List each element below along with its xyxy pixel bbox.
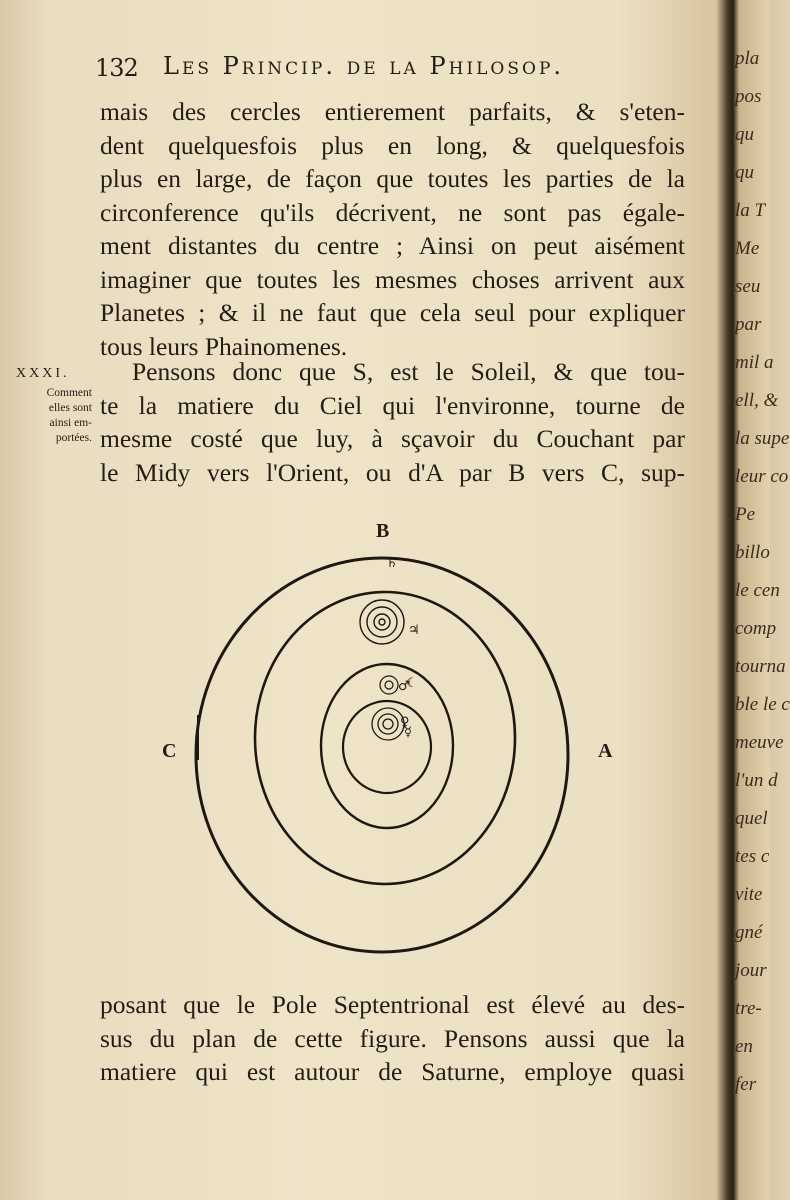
mercury-symbol: ☿ — [404, 725, 412, 740]
text-line: dent quelquesfois plus en long, & quelquesfois — [100, 130, 685, 160]
fragment: le cen — [735, 580, 780, 601]
text-line: mais des cercles entierement parfaits, & s'eten- — [100, 97, 685, 126]
text-line: ment distantes du centre ; Ainsi on peut aisément — [100, 231, 685, 260]
text-line: circonference qu'ils décrivent, ne sont pas égale- — [100, 197, 685, 227]
label-a: A — [598, 740, 613, 762]
saturn-symbol: ♄ — [386, 556, 398, 571]
fragment: comp — [735, 618, 777, 639]
jupiter-symbol: ♃ — [408, 623, 420, 638]
fragment: vite — [735, 884, 763, 905]
fragment: la supe — [735, 428, 790, 449]
fragment: billo — [735, 542, 770, 563]
inner-orbit — [343, 701, 431, 793]
fragment: pla — [735, 48, 760, 69]
marginal-note-line: portées. — [55, 432, 92, 444]
marginal-note-line: Comment — [46, 387, 92, 399]
label-c: C — [162, 740, 177, 762]
text-line: posant que le Pole Septentrional est élevé au des- — [100, 990, 685, 1019]
outer-orbit — [196, 558, 568, 952]
marginal-note — [6, 386, 92, 446]
fragment: fer — [735, 1074, 757, 1095]
inner-vortex — [380, 676, 398, 694]
fragment: l'un d — [735, 770, 778, 791]
text-line: sus du plan de cette figure. Pensons aussi que la — [100, 1023, 685, 1053]
fragment: ble le c — [735, 694, 790, 715]
venus-symbol: ♀ — [400, 715, 410, 730]
text-line: te la matiere du Ciel qui l'environne, tourne de — [100, 390, 685, 420]
fragment: jour — [735, 960, 767, 981]
fragment: pos — [735, 86, 762, 107]
fragment: qu — [735, 162, 754, 183]
text-line: Pensons donc que S, est le Soleil, & que tou- — [132, 357, 685, 386]
running-title: Les Princip. de la Philosop. — [163, 52, 565, 80]
text-block-top — [100, 95, 690, 363]
fragment: meuve — [735, 732, 784, 753]
fragment: ell, & — [735, 390, 779, 411]
page-number: 132 — [95, 54, 138, 82]
fragment: Me — [735, 238, 760, 259]
text-line: matiere qui est autour de Saturne, employe quasi — [100, 1057, 685, 1086]
fragment: en — [735, 1036, 753, 1057]
vortex-top — [360, 600, 404, 644]
mars-symbol: ♂ — [398, 679, 410, 694]
page-header — [95, 48, 655, 88]
text-line: Planetes ; & il ne faut que cela seul pour expliquer — [100, 298, 685, 327]
solar-system-diagram — [150, 510, 650, 960]
fragment: tre- — [735, 998, 762, 1019]
moon-symbol: ☾ — [406, 676, 418, 691]
fragment: leur co — [735, 466, 789, 487]
fragment: tes c — [735, 846, 770, 867]
fragment: quel — [735, 808, 768, 829]
fragment: tourna — [735, 656, 786, 677]
text-line: plus en large, de façon que toutes les parties de la — [100, 164, 685, 193]
fragment: gné — [735, 922, 763, 943]
fragment: par — [735, 314, 762, 335]
second-orbit — [255, 592, 515, 884]
text-block-bottom — [100, 988, 690, 1089]
fragment: seu — [735, 276, 761, 297]
section-number: XXXI. — [16, 366, 70, 381]
orbit-figure — [150, 510, 650, 960]
facing-page-edge — [735, 40, 790, 1200]
text-line: mesme costé que luy, à sçavoir du Couchant par — [100, 424, 685, 453]
label-b: B — [376, 520, 390, 542]
fragment: la T — [735, 200, 766, 221]
text-line: imaginer que toutes les mesmes choses arrivent aux — [100, 264, 685, 294]
text-block-middle — [100, 355, 690, 489]
fragment: qu — [735, 124, 754, 145]
marginal-note-line: elles sont — [48, 402, 92, 414]
fragment: mil a — [735, 352, 774, 373]
text-line: le Midy vers l'Orient, ou d'A par B vers C, sup- — [100, 457, 685, 487]
fragment: Pe — [735, 504, 756, 525]
text-line: tous leurs Phainomenes. — [100, 331, 348, 361]
marginal-note-line: ainsi em- — [49, 417, 92, 429]
